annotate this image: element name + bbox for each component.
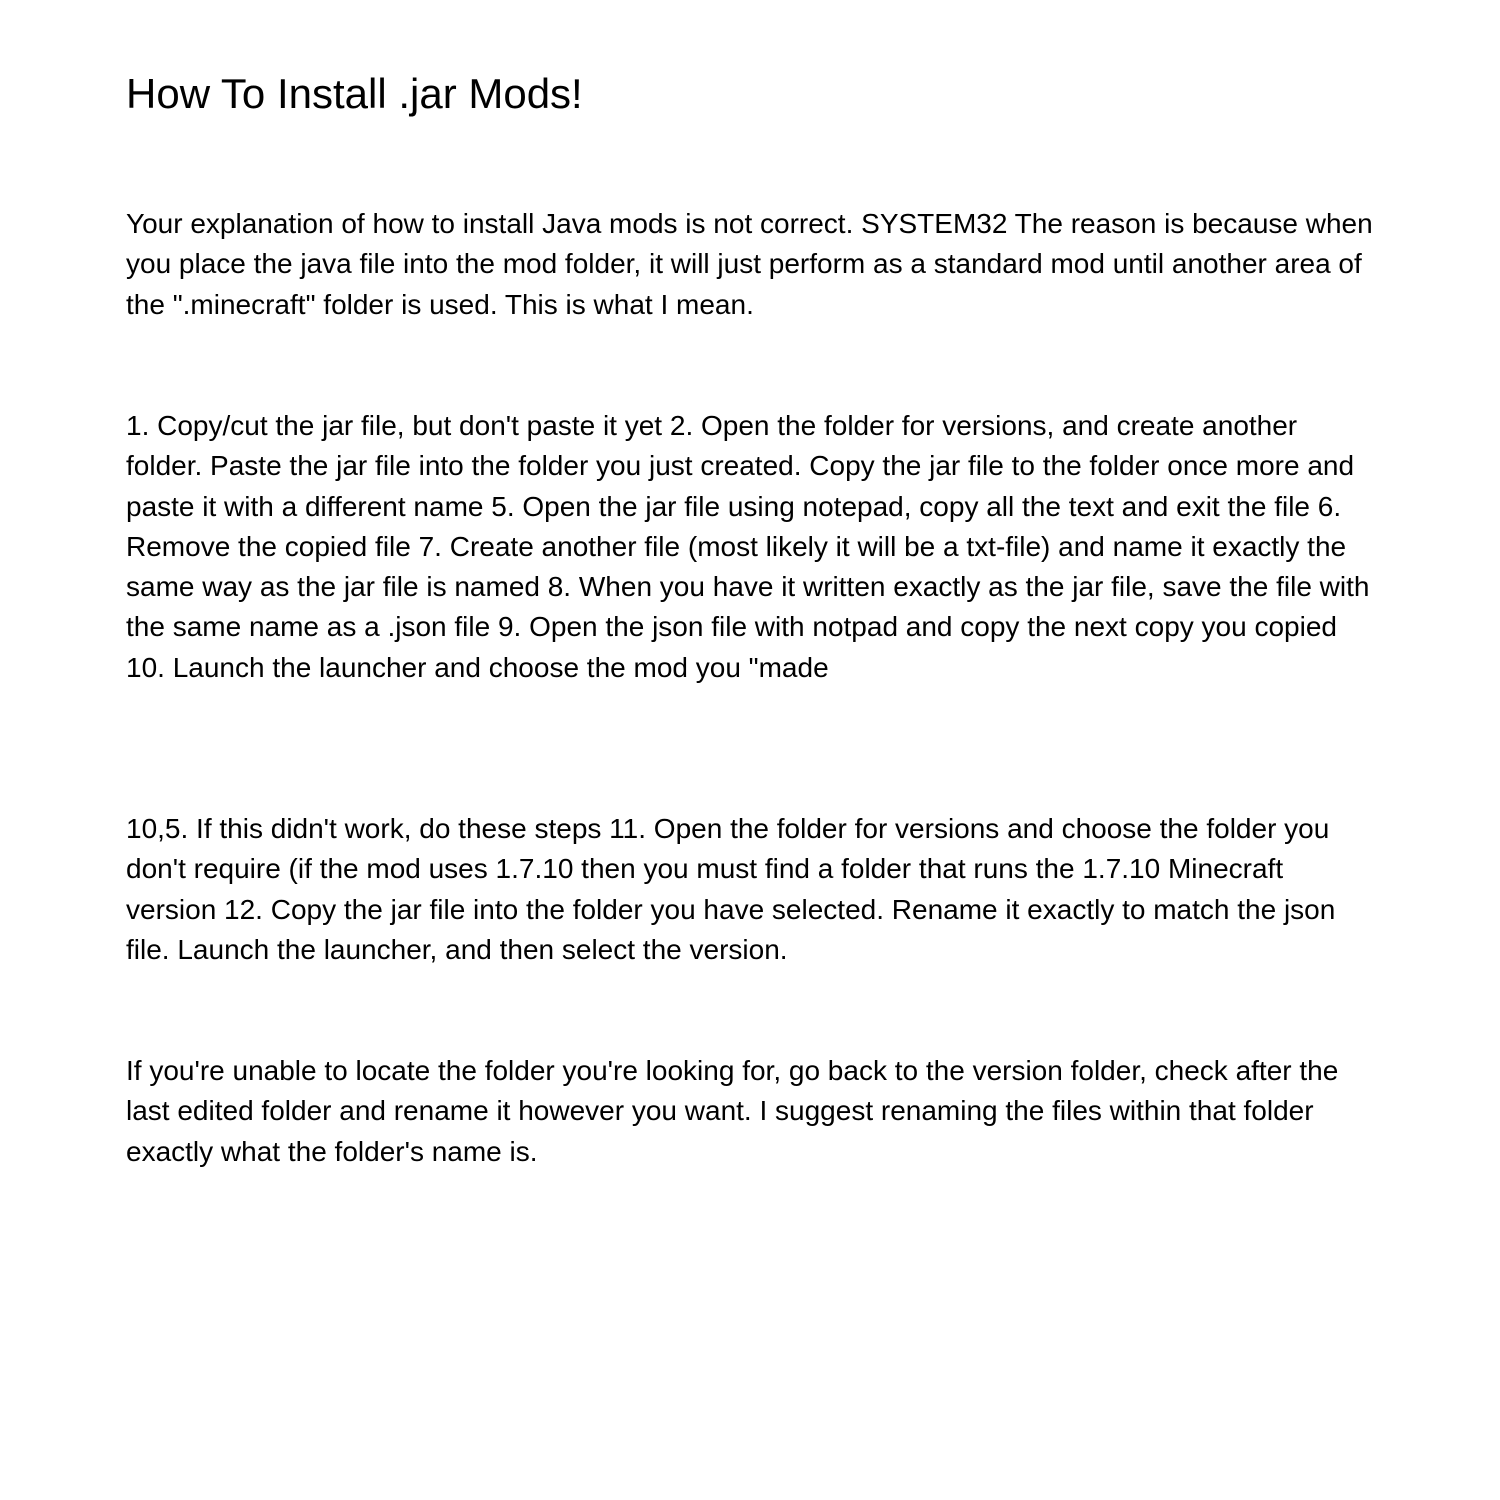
- paragraph-tip: If you're unable to locate the folder you're looking for, go back to the version folder, check after the last edited folder and rename it however you want. I suggest renaming the files within that folder exactly what the folder's name is.: [126, 1055, 1339, 1167]
- paragraph-fallback-steps: 10,5. If this didn't work, do these steps 11. Open the folder for versions and choose the folder you don't require (if the mod uses 1.7.10 then you must find a folder that runs the 1.7.10 Minecraft version 12. Copy the jar file into the folder you have selected. Rename it exactly to match the json file. Launch the launcher, and then select the version.: [126, 813, 1336, 965]
- paragraph-steps: 1. Copy/cut the jar file, but don't paste it yet 2. Open the folder for versions, and create another folder. Paste the jar file into the folder you just created. Copy the jar file to the folder once more and paste it with a different name 5. Open the jar file using notepad, copy all the text and exit the file 6. Remove the copied file 7. Create another file (most likely it will be a txt-file) and name it exactly the same way as the jar file is named 8. When you have it written exactly as the jar file, save the file with the same name as a .json file 9. Open the json file with notpad and copy the next copy you copied 10. Launch the launcher and choose the mod you "made: [126, 410, 1370, 683]
- paragraph-intro: Your explanation of how to install Java mods is not correct. SYSTEM32 The reason is because when you place the java file into the mod folder, it will just perform as a standard mod until another area of the ".minecraft" folder is used. This is what I mean.: [126, 208, 1373, 320]
- page-title: How To Install .jar Mods!: [126, 70, 583, 117]
